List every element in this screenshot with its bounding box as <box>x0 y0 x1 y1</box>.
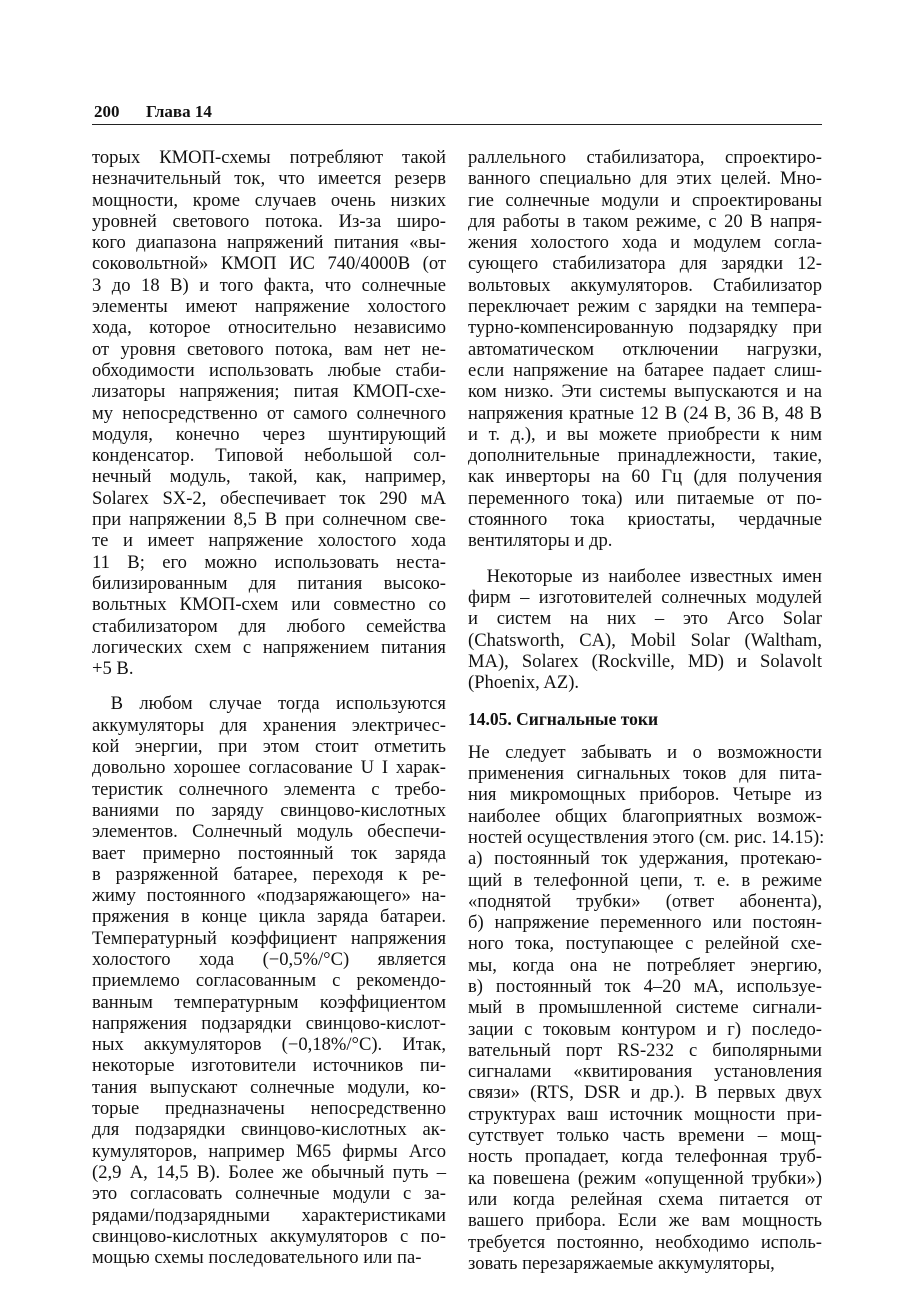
text-line: для подзарядки свинцово-кислотных ак- <box>92 1119 446 1141</box>
text-line: Температурный коэффициент напряжения <box>92 927 446 949</box>
text-line: холостого хода (−0,5%/°С) является <box>92 948 446 970</box>
text-line: раллельного стабилизатора, спроектиро- <box>468 147 822 168</box>
text-line: 11 В; его можно использовать неста- <box>92 551 446 573</box>
text-line: турно-компенсированную подзарядку при <box>468 317 822 339</box>
text-line: довольно хорошее согласование U I харак- <box>92 757 446 779</box>
text-line: ваниями по заряду свинцово-кислотных <box>92 799 446 821</box>
text-line: мощности, кроме случаев очень низких <box>92 189 446 211</box>
text-line: автоматическом отключении нагрузки, <box>468 338 822 360</box>
text-line: в) постоянный ток 4–20 мА, используе- <box>468 975 822 997</box>
text-line: Некоторые из наиболее известных имен <box>468 565 822 587</box>
text-line: ванным температурным коэффициентом <box>92 991 446 1013</box>
text-line: уровней светового потока. Из-за широ- <box>92 210 446 232</box>
text-line: щий в телефонной цепи, т. е. в режиме <box>468 869 822 891</box>
text-line: тания выпускают солнечные модули, ко- <box>92 1076 446 1098</box>
text-line: ностей осуществления этого (см. рис. 14.15): <box>468 826 825 848</box>
text-line: жения холостого хода и модулем согла- <box>468 232 822 254</box>
left-column <box>92 147 446 1282</box>
running-header <box>92 100 822 125</box>
text-line: (Phoenix, AZ). <box>468 672 580 694</box>
text-line: кого диапазона напряжений питания «вы- <box>92 232 446 254</box>
text-line: 3 до 18 В) и того факта, что солнечные <box>92 274 446 296</box>
paragraph <box>92 147 446 679</box>
text-line: лизаторы напряжения; питая КМОП-схе- <box>92 381 446 403</box>
text-line: ка повешена (режим «опущенной трубки») <box>468 1167 822 1189</box>
text-line: торые предназначены непосредственно <box>92 1098 446 1120</box>
text-line: вольтных КМОП-схем или совместно со <box>92 594 446 616</box>
text-line: свинцово-кислотных аккумуляторов с по- <box>92 1225 446 1247</box>
text-line: аккумуляторы для хранения электричес- <box>92 714 446 736</box>
text-line: хода, которое относительно независимо <box>92 317 446 339</box>
text-line: если напряжение на батарее падает слиш- <box>468 359 822 381</box>
text-line: ванного специально для этих целей. Мно- <box>468 168 822 190</box>
text-line: «поднятой трубки» (ответ абонента), <box>468 890 822 912</box>
text-line: зовать перезаряжаемые аккумуляторы, <box>468 1252 775 1274</box>
text-line: напряжения кратные 12 В (24 В, 36 В, 48 В <box>468 402 822 424</box>
text-line: ного тока, поступающее с релейной схе- <box>468 933 822 955</box>
text-line: наиболее общих благоприятных возмож- <box>468 805 822 827</box>
text-line: некоторые изготовители источников пи- <box>92 1055 446 1077</box>
right-column <box>468 147 825 1288</box>
text-line: кумуляторов, например М65 фирмы Arco <box>92 1140 446 1162</box>
text-line: переключает режим с зарядки на темпера- <box>468 296 822 318</box>
text-line: +5 В. <box>92 658 134 680</box>
text-line: и т. д.), и вы можете приобрести к ним <box>468 423 822 445</box>
text-line: структурах ваш источник мощности при- <box>468 1103 822 1125</box>
text-line: незначительный ток, что имеется резерв <box>92 168 446 190</box>
text-line: сигналами «квитирования установления <box>468 1061 822 1083</box>
text-line: б) напряжение переменного или постоян- <box>468 912 822 934</box>
text-line: (Chatsworth, CA), Mobil Solar (Waltham, <box>468 629 822 651</box>
text-line: фирм – изготовителей солнечных модулей <box>468 586 822 608</box>
text-line: от уровня светового потока, вам нет не- <box>92 338 446 360</box>
text-line: мощью схемы последовательного или па- <box>92 1247 422 1269</box>
text-line: и систем на них – это Arco Solar <box>468 608 822 630</box>
text-line: теристик солнечного элемента с требо- <box>92 778 446 800</box>
text-line: в разряженной батарее, переходя к ре- <box>92 863 446 885</box>
text-line: (2,9 А, 14,5 В). Более же обычный путь – <box>92 1161 446 1183</box>
section-heading: 14.05. Сигнальные токи <box>468 709 659 730</box>
text-line: или когда релейная схема питается от <box>468 1188 822 1210</box>
text-line: В любом случае тогда используются <box>92 693 446 715</box>
text-line: сутствует только часть времени – мощ- <box>468 1125 822 1147</box>
text-line: приемлемо согласованным с рекомендо- <box>92 970 446 992</box>
text-line: те и имеет напряжение холостого хода <box>92 530 446 552</box>
text-line: MA), Solarex (Rockville, MD) и Solavolt <box>468 650 822 672</box>
text-line: требуется постоянно, необходимо исполь- <box>468 1231 822 1253</box>
text-line: элементов. Солнечный модуль обеспечи- <box>92 821 446 843</box>
text-line: обходимости использовать любые стаби- <box>92 359 446 381</box>
text-line: гие солнечные модули и спроектированы <box>468 189 822 211</box>
text-line: переменного тока) или питаемые от по- <box>468 487 822 509</box>
text-line: для работы в таком режиме, с 20 В напря- <box>468 210 822 232</box>
text-line: дополнительные принадлежности, такие, <box>468 445 822 467</box>
text-line: связи» (RTS, DSR и др.). В первых двух <box>468 1082 822 1104</box>
chapter-title: Глава 14 <box>146 102 212 121</box>
text-line: элементы имеют напряжение холостого <box>92 296 446 318</box>
text-line: вательный порт RS-232 с биполярными <box>468 1039 822 1061</box>
text-line: вашего прибора. Если же вам мощность <box>468 1210 822 1232</box>
text-line: вольтовых аккумуляторов. Стабилизатор <box>468 274 822 296</box>
text-line: это согласовать солнечные модули с за- <box>92 1183 446 1205</box>
text-line: кой энергии, при этом стоит отметить <box>92 736 446 758</box>
text-line: зации с токовым контуром и г) последо- <box>468 1018 822 1040</box>
text-line: напряжения подзарядки свинцово-кислот- <box>92 1012 446 1034</box>
text-line: при напряжении 8,5 В при солнечном све- <box>92 509 446 531</box>
text-line: ных аккумуляторов (−0,18%/°С). Итак, <box>92 1034 446 1056</box>
text-line: му непосредственно от самого солнечного <box>92 402 446 424</box>
text-line: билизированным для питания высоко- <box>92 572 446 594</box>
text-line: нечный модуль, такой, как, например, <box>92 466 446 488</box>
paragraph <box>468 741 825 1274</box>
text-line: вентиляторы и др. <box>468 530 613 552</box>
text-line: сующего стабилизатора для зарядки 12- <box>468 253 822 275</box>
text-line: жиму постоянного «подзаряжающего» на- <box>92 885 446 907</box>
text-line: торых КМОП-схемы потребляют такой <box>92 147 446 168</box>
text-line: Не следует забывать и о возможности <box>468 741 822 763</box>
text-line: модуля, конечно через шунтирующий <box>92 423 446 445</box>
page-number: 200 <box>94 102 120 121</box>
paragraph <box>468 566 822 694</box>
text-line: а) постоянный ток удержания, протекаю- <box>468 848 822 870</box>
text-line: как инверторы на 60 Гц (для получения <box>468 466 822 488</box>
text-line: Solarex SX-2, обеспечивает ток 290 мА <box>92 487 446 509</box>
text-line: логических схем с напряжением питания <box>92 636 446 658</box>
text-line: рядами/подзарядными характеристиками <box>92 1204 446 1226</box>
text-line: вает примерно постоянный ток заряда <box>92 842 446 864</box>
text-line: применения сигнальных токов для пита- <box>468 763 822 785</box>
text-line: мый в промышленной системе сигнали- <box>468 997 822 1019</box>
text-line: ком низко. Эти системы выпускаются и на <box>468 381 822 403</box>
text-line: ния микромощных приборов. Четыре из <box>468 784 822 806</box>
paragraph <box>92 693 446 1268</box>
text-line: пряжения в конце цикла заряда батареи. <box>92 906 446 928</box>
text-line: ность пропадает, когда телефонная труб- <box>468 1146 822 1168</box>
text-line: мы, когда она не потребляет энергию, <box>468 954 822 976</box>
text-line: конденсатор. Типовой небольшой сол- <box>92 445 446 467</box>
text-line: стабилизатором для любого семейства <box>92 615 446 637</box>
text-line: соковольтной» КМОП ИС 740/4000В (от <box>92 253 446 275</box>
paragraph <box>468 147 822 552</box>
text-line: стоянного тока криостаты, чердачные <box>468 509 822 531</box>
